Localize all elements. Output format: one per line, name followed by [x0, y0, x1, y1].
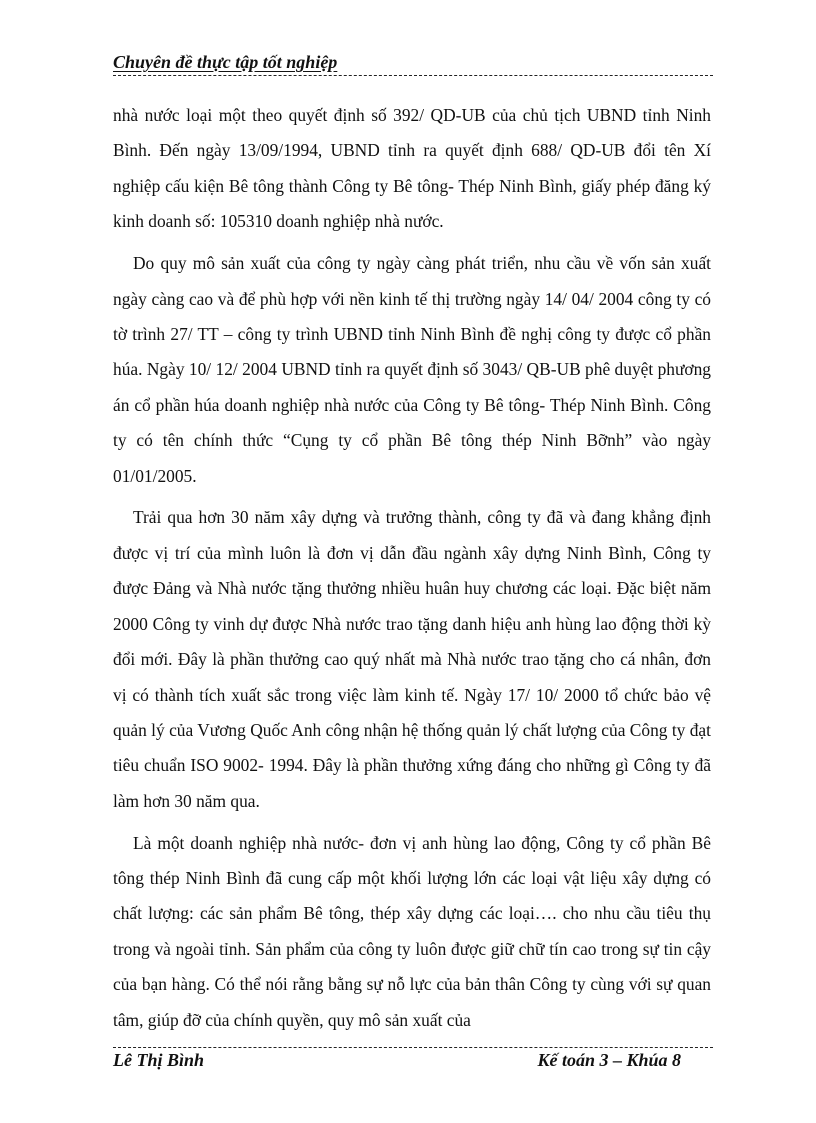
- paragraph-3: Trải qua hơn 30 năm xây dựng và trưởng thành, công ty đã và đang khẳng định được vị trí của mình luôn là đơn vị dẫn đầu ngành xây dựng Ninh Bình, Công ty được Đảng và Nhà nước tặng thưởng nhiều huân huy chương các loại. Đặc biệt năm 2000 Công ty vinh dự được Nhà nước trao tặng danh hiệu anh hùng lao động thời kỳ đổi mới. Đây là phần thưởng cao quý nhất mà Nhà nước trao tặng cho cá nhân, đơn vị có thành tích xuất sắc trong việc làm kinh tế. Ngày 17/ 10/ 2000 tổ chức bảo vệ quản lý của Vương Quốc Anh công nhận hệ thống quản lý chất lượng của Công ty đạt tiêu chuẩn ISO 9002- 1994. Đây là phần thưởng xứng đáng cho những gì Công ty đã làm hơn 30 năm qua.: [113, 507, 711, 811]
- footer-author: Lê Thị Bình: [113, 1050, 205, 1070]
- document-body: [113, 98, 711, 1045]
- page-footer: [113, 1040, 713, 1080]
- paragraph-1: nhà nước loại một theo quyết định số 392/ QD-UB của chủ tịch UBND tỉnh Ninh Bình. Đến ngày 13/09/1994, UBND tỉnh ra quyết định 688/ QD-UB đổi tên Xí nghiệp cấu kiện Bê tông thành Công ty Bê tông- Thép Ninh Bình, giấy phép đăng ký kinh doanh số: 105310 doanh nghiệp nhà nước.: [113, 105, 711, 232]
- paragraph-4: Là một doanh nghiệp nhà nước- đơn vị anh hùng lao động, Công ty cổ phần Bê tông thép Ninh Bình đã cung cấp một khối lượng lớn các loại vật liệu xây dựng có chất lượng: các sản phẩm Bê tông, thép xây dựng các loại…. cho nhu cầu tiêu thụ trong và ngoài tỉnh. Sản phẩm của công ty luôn được giữ chữ tín cao trong sự tin cậy của bạn hàng. Có thể nói rằng bằng sự nỗ lực của bản thân Công ty cùng với sự quan tâm, giúp đỡ của chính quyền, quy mô sản xuất của: [113, 832, 711, 1030]
- page-header: [113, 52, 713, 78]
- paragraph-2: Do quy mô sản xuất của công ty ngày càng phát triển, nhu cầu về vốn sản xuất ngày càng cao và để phù hợp với nền kinh tế thị trường ngày 14/ 04/ 2004 công ty có tờ trình 27/ TT – công ty trình UBND tỉnh Ninh Bình đề nghị công ty được cổ phần húa. Ngày 10/ 12/ 2004 UBND tỉnh ra quyết định số 3043/ QB-UB phê duyệt phương án cổ phần húa doanh nghiệp nhà nước của Công ty Bê tông- Thép Ninh Bình. Công ty có tên chính thức “Cụng ty cổ phần Bê tông thép Ninh Bỡnh” vào ngày 01/01/2005.: [113, 253, 711, 486]
- header-divider: [113, 75, 713, 76]
- footer-divider: [113, 1047, 713, 1048]
- footer-class-label: Kế toán 3 – Khúa 8: [537, 1050, 681, 1070]
- header-title: Chuyên đề thực tập tốt nghiệp: [113, 52, 338, 72]
